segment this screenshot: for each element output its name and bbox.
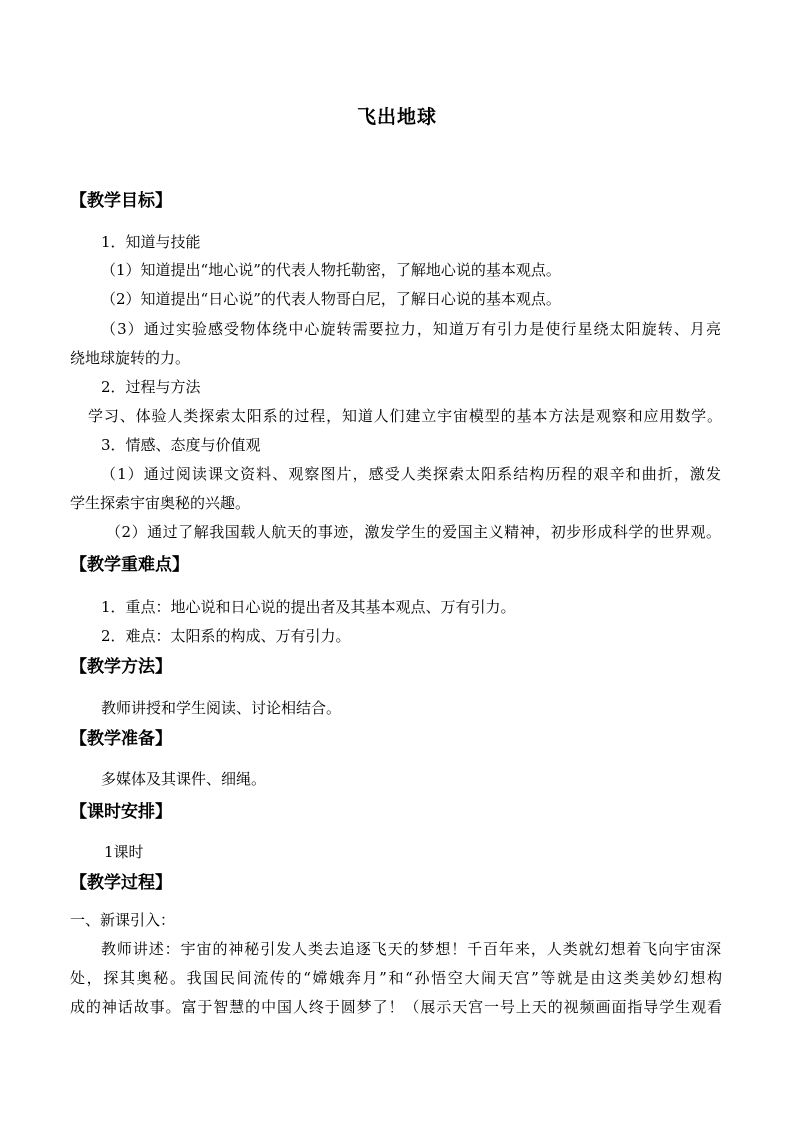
document-title: 飞出地球 <box>356 106 437 128</box>
objective-line: 学生探索宇宙奥秘的兴趣。 <box>70 494 251 512</box>
objective-line: （2）知道提出“日心说”的代表人物哥白尼，了解日心说的基本观点。 <box>101 290 561 308</box>
objective-line: 3．情感、态度与价值观 <box>101 436 261 454</box>
section-heading-methods: 【教学方法】 <box>70 657 172 677</box>
objective-line: 1．知道与技能 <box>101 233 201 251</box>
process-line: 成的神话故事。富于智慧的中国人终于圆梦了！（展示天宫一号上天的视频画面指导学生观看 <box>70 998 722 1016</box>
methods-text: 教师讲授和学生阅读、讨论相结合。 <box>101 699 342 717</box>
section-heading-preparation: 【教学准备】 <box>70 729 172 749</box>
objective-line: （1）知道提出“地心说”的代表人物托勒密，了解地心说的基本观点。 <box>101 261 561 279</box>
key-point-line: 1．重点：地心说和日心说的提出者及其基本观点、万有引力。 <box>101 598 516 616</box>
section-heading-schedule: 【课时安排】 <box>70 802 172 822</box>
process-line: 处，探其奥秘。我国民间流传的“嫦娥奔月”和“孙悟空大闹天宫”等就是由这类美妙幻想构 <box>70 969 722 987</box>
objective-line: 学习、体验人类探索太阳系的过程，知道人们建立宇宙模型的基本方法是观察和应用数学。 <box>88 407 722 425</box>
objective-line: （2）通过了解我国载人航天的事迹，激发学生的爱国主义精神，初步形成科学的世界观。 <box>106 523 721 541</box>
objective-line: （3）通过实验感受物体绕中心旋转需要拉力，知道万有引力是使行星绕太阳旋转、月亮 <box>101 320 721 338</box>
preparation-text: 多媒体及其课件、细绳。 <box>101 770 267 788</box>
section-heading-process: 【教学过程】 <box>70 873 172 893</box>
section-heading-key-points: 【教学重难点】 <box>70 555 189 575</box>
objective-line: 绕地球旋转的力。 <box>70 349 191 367</box>
key-point-line: 2．难点：太阳系的构成、万有引力。 <box>101 627 351 645</box>
section-heading-objectives: 【教学目标】 <box>70 191 172 211</box>
schedule-text: 1课时 <box>104 843 144 861</box>
objective-line: 2．过程与方法 <box>101 378 201 396</box>
objective-line: （1）通过阅读课文资料、观察图片，感受人类探索太阳系结构历程的艰辛和曲折，激发 <box>101 465 721 483</box>
process-line: 教师讲述：宇宙的神秘引发人类去追逐飞天的梦想！千百年来，人类就幻想着飞向宇宙深 <box>101 940 721 958</box>
process-line: 一、新课引入： <box>70 911 176 929</box>
